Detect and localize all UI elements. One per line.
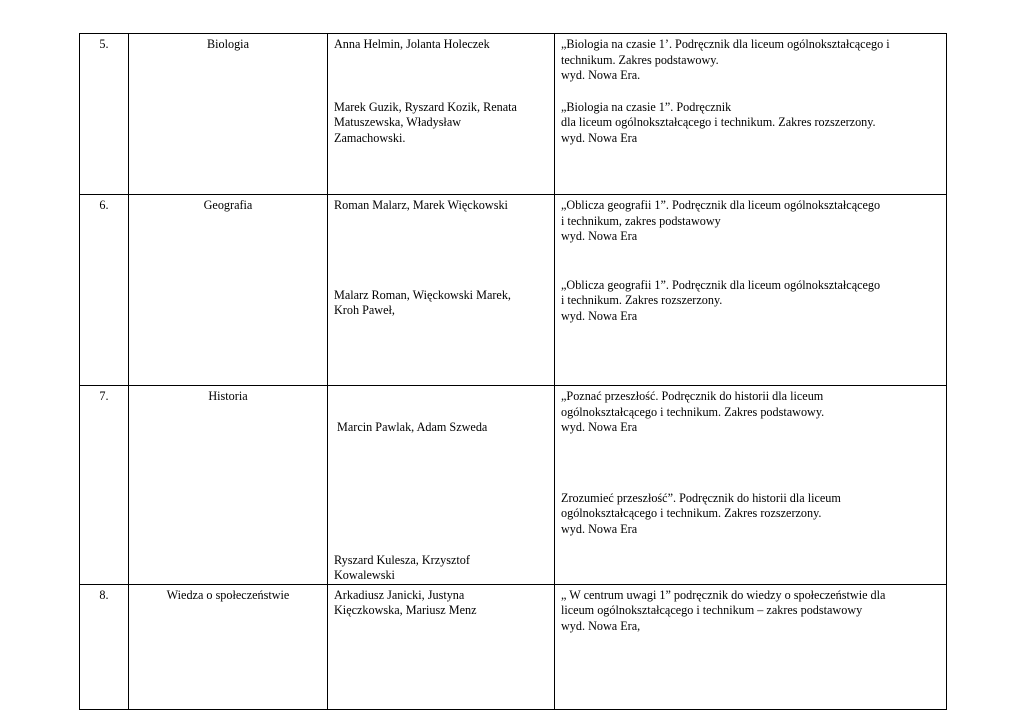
- author-line: Arkadiusz Janicki, Justyna: [334, 587, 465, 602]
- author-line: Zamachowski.: [334, 130, 406, 145]
- title-line: i technikum. Zakres rozszerzony.: [561, 293, 723, 307]
- title-entry: [561, 37, 940, 84]
- title-line: Zrozumieć przeszłość”. Podręcznik do historii dla liceum: [561, 490, 841, 505]
- title-cell: [555, 195, 947, 386]
- title-line: „Biologia na czasie 1’. Podręcznik dla liceum ogólnokształcącego i: [561, 37, 890, 51]
- authors-cell: [328, 386, 555, 585]
- authors-cell: [328, 584, 555, 709]
- subject-name: Historia: [129, 386, 328, 585]
- authors-entry: [334, 37, 548, 53]
- title-line: wyd. Nowa Era.: [561, 68, 641, 82]
- subject-name: Wiedza o społeczeństwie: [129, 584, 328, 709]
- authors-entry: [334, 553, 548, 584]
- row-number: 8.: [80, 584, 129, 709]
- textbook-table: [79, 33, 947, 710]
- title-line: wyd. Nowa Era: [561, 521, 638, 536]
- author-line: Matuszewska, Władysław: [334, 115, 462, 129]
- title-line: ogólnokształcącego i technikum. Zakres rozszerzony.: [561, 506, 822, 520]
- authors-entry: [334, 288, 548, 319]
- subject-name: Geografia: [129, 195, 328, 386]
- authors-cell: [328, 195, 555, 386]
- authors-entry: [334, 588, 548, 619]
- author-line: Anna Helmin, Jolanta Holeczek: [334, 37, 490, 51]
- title-line: „Oblicza geografii 1”. Podręcznik dla liceum ogólnokształcącego: [561, 277, 881, 292]
- title-cell: [555, 386, 947, 585]
- row-number: 5.: [80, 34, 129, 195]
- table-row: [80, 386, 947, 585]
- table-row: [80, 584, 947, 709]
- authors-entry: [334, 198, 548, 214]
- title-cell: [555, 584, 947, 709]
- table-row: [80, 195, 947, 386]
- authors-entry: [334, 100, 548, 147]
- title-cell: [555, 34, 947, 195]
- author-line: Malarz Roman, Więckowski Marek,: [334, 287, 511, 302]
- title-line: wyd. Nowa Era: [561, 308, 638, 323]
- author-line: Roman Malarz, Marek Więckowski: [334, 198, 508, 212]
- author-line: Kięczkowska, Mariusz Menz: [334, 603, 477, 617]
- author-line: Marek Guzik, Ryszard Kozik, Renata: [334, 99, 517, 114]
- title-line: i technikum, zakres podstawowy: [561, 213, 721, 228]
- title-line: „ W centrum uwagi 1” podręcznik do wiedzy o społeczeństwie dla: [561, 587, 886, 602]
- title-entry: [561, 588, 940, 635]
- title-line: ogólnokształcącego i technikum. Zakres podstawowy.: [561, 404, 825, 419]
- author-line: Kroh Paweł,: [334, 303, 395, 317]
- title-line: wyd. Nowa Era: [561, 420, 638, 434]
- title-line: wyd. Nowa Era: [561, 229, 638, 243]
- subject-name: Biologia: [129, 34, 328, 195]
- title-entry: [561, 278, 940, 325]
- row-number: 6.: [80, 195, 129, 386]
- title-entry: [561, 198, 940, 245]
- authors-entry: [334, 389, 548, 467]
- table-row: [80, 34, 947, 195]
- title-entry: [561, 100, 940, 147]
- title-line: dla liceum ogólnokształcącego i technikum. Zakres rozszerzony.: [561, 115, 876, 129]
- row-number: 7.: [80, 386, 129, 585]
- title-line: wyd. Nowa Era: [561, 130, 638, 145]
- title-entry: [561, 491, 940, 538]
- title-line: liceum ogólnokształcącego i technikum – zakres podstawowy: [561, 603, 863, 617]
- title-line: „Poznać przeszłość. Podręcznik do historii dla liceum: [561, 389, 824, 403]
- title-line: technikum. Zakres podstawowy.: [561, 52, 719, 67]
- author-line: Marcin Pawlak, Adam Szweda: [334, 420, 488, 434]
- title-entry: [561, 389, 940, 436]
- author-line: Kowalewski: [334, 568, 395, 582]
- author-line: Ryszard Kulesza, Krzysztof: [334, 552, 470, 567]
- title-line: „Biologia na czasie 1”. Podręcznik: [561, 99, 732, 114]
- authors-cell: [328, 34, 555, 195]
- title-line: „Oblicza geografii 1”. Podręcznik dla liceum ogólnokształcącego: [561, 198, 881, 212]
- title-line: wyd. Nowa Era,: [561, 618, 641, 633]
